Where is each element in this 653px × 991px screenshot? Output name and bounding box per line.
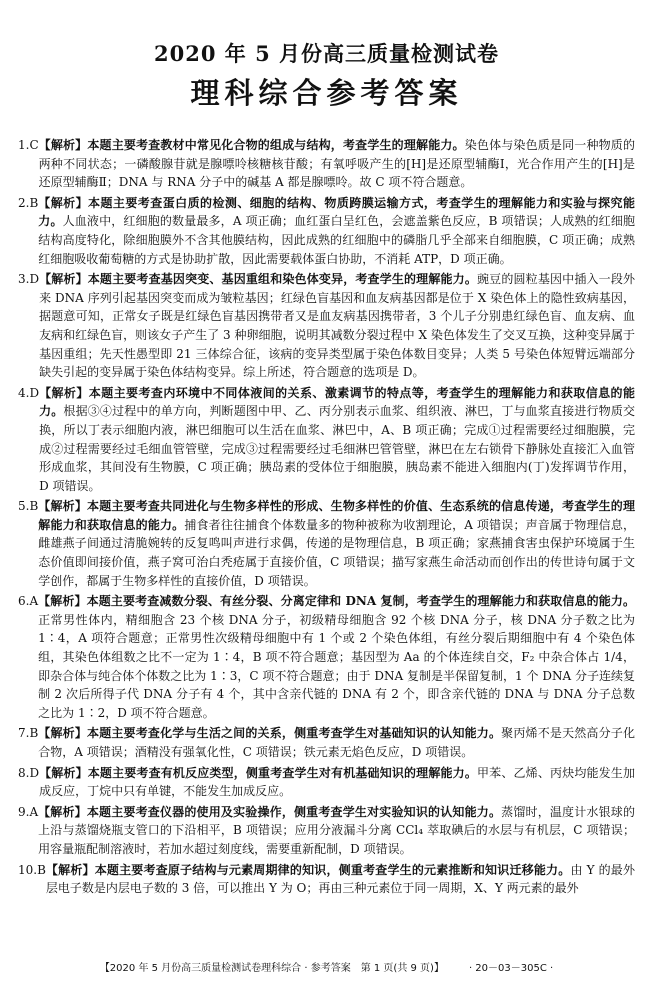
exam-title: 2020 年 5 月份高三质量检测试卷: [154, 41, 499, 66]
answer-key-title: 理科综合参考答案: [190, 76, 463, 110]
answer-explanation: 【解析】本题主要考查减数分裂、有丝分裂、分离定律和 DNA 复制，考查学生的理解能力和获取信息的能力。正常男性体内，精细胞含 23 个核 DNA 分子，初级精母细胞含 92 个核 DNA 分子，核 DNA 分子数之比为 1∶4，A 项符合题意；正常男性次级精母细胞中有 1 个或 2 个染色体组，有丝分裂后期细胞中有 4 个染色体组，其染色体组数之比不一定为 1∶4，B 项不符合题意；基因型为 Aa 的个体连续自交，F₂ 中杂合体占 1/4，即杂合体与纯合体个体数之比为 1∶3，C 项不符合题意；由于 DNA 复制是半保留复制，1 个 DNA 分子连续复制 2 次后所得子代 DNA 分子有 4 个，其中含亲代链的 DNA 有 2 个，即含亲代链的 DNA 与 DNA 分子总数之比为 1∶2，D 项不符合题意。: [38, 594, 635, 720]
answer-item-3: [18, 270, 635, 382]
page-footer: [0, 962, 653, 976]
answer-explanation: 【解析】本题主要考查基因突变、基因重组和染色体变异，考查学生的理解能力。豌豆的圆粒基因中插入一段外来 DNA 序列引起基因突变而成为皱粒基因；红绿色盲基因和血友病基因都是位于 X 染色体上的隐性致病基因，据题意可知，正常女子既是红绿色盲基因携带者又是血友病基因携带者，3 个儿子分别患红绿色盲、血友病、血友病和红绿色盲，则该女子产生了 3 种卵细胞，说明其减数分裂过程中 X 染色体发生了交叉互换，这种变异属于基因重组；先天性愚型即 21 三体综合征，该病的变异类型属于染色体数目变异；人类 5 号染色体短臂远端部分缺失引起的变异属于染色体结构变异。综上所述，符合题意的选项是 D。: [39, 272, 635, 380]
answer-explanation: 【解析】本题主要考查有机反应类型，侧重考查学生对有机基础知识的理解能力。甲苯、乙烯、丙炔均能发生加成反应，丁烷中只有单键，不能发生加成反应。: [39, 765, 635, 799]
answer-number: 5.B: [18, 499, 39, 514]
answer-item-8: [18, 764, 635, 801]
answer-item-9: [18, 803, 635, 859]
footer-code: · 20－03－305C ·: [468, 963, 554, 974]
answer-explanation: 【解析】本题主要考查内环境中不同体液间的关系、激素调节的特点等，考查学生的理解能力和获取信息的能力。根据③④过程中的单方向，判断题图中甲、乙、丙分别表示血浆、组织液、淋巴，丁与血浆直接进行物质交换，所以丁表示细胞内液，淋巴细胞可以生活在血浆、淋巴中，A、B 项正确；完成①过程需要经过细胞膜，完成②过程需要经过毛细血管管壁，完成③过程需要经过毛细淋巴管管壁，淋巴在左右锁骨下静脉处直接汇入血管形成血浆，其间没有生物膜，C 项正确；胰岛素的受体位于细胞膜，胰岛素不能进入细胞内(丁)发挥调节作用，D 项错误。: [39, 385, 635, 493]
answer-number: 7.B: [18, 726, 39, 741]
answer-number: 1.C: [18, 138, 39, 152]
footer-text: 【2020 年 5 月份高三质量检测试卷理科综合 · 参考答案 第 1 页(共 9 页)】: [99, 963, 439, 974]
answer-explanation: 【解析】本题主要考查化学与生活之间的关系，侧重考查学生对基础知识的认知能力。聚丙烯不是天然高分子化合物，A 项错误；酒精没有强氧化性，C 项错误；铁元素无焰色反应，D 项错误。: [38, 726, 635, 759]
answer-item-1: [18, 136, 635, 192]
answer-explanation: 【解析】本题主要考查原子结构与元素周期律的知识，侧重考查学生的元素推断和知识迁移能力。由 Y 的最外层电子数是内层电子数的 3 倍，可以推出 Y 为 O；再由三种元素位于同一周期，X、Y 两元素的最外: [45, 862, 635, 896]
answer-explanation: 【解析】本题主要考查蛋白质的检测、细胞的结构、物质跨膜运输方式，考查学生的理解能力和实验与探究能力。人血液中，红细胞的数量最多，A 项正确；血红蛋白呈红色，会遮盖紫色反应，B 项错误；人成熟的红细胞结构高度特化，除细胞膜外不含其他膜结构，因此成熟的红细胞中的磷脂几乎全部来自细胞膜，C 项正确；成熟红细胞吸收葡萄糖的方式是协助扩散，因此需要载体蛋白协助，不消耗 ATP，D 项正确。: [38, 195, 635, 266]
answer-list: [18, 136, 635, 898]
answer-number: 9.A: [18, 804, 39, 819]
answer-number: 2.B: [18, 195, 39, 210]
answer-item-6: [18, 592, 635, 722]
answer-number: 6.A: [18, 594, 39, 609]
answer-item-10: [18, 861, 635, 898]
answer-explanation: 【解析】本题主要考查共同进化与生物多样性的形成、生物多样性的价值、生态系统的信息传递，考查学生的理解能力和获取信息的能力。捕食者往往捕食个体数量多的物种被称为收割理论，A 项错误；声音属于物理信息，雌雄燕子间通过清脆婉转的反复鸣叫声进行求偶，传递的是物理信息，B 项正确；家燕捕食害虫保护环境属于生态价值即间接价值，燕子窝可治白秃疮属于直接价值，C 项错误；描写家燕生命活动而创作出的传世诗句属于文学创作，都属于生物多样性的直接价值，D 项错误。: [38, 499, 635, 588]
answer-item-5: [18, 497, 635, 590]
answer-explanation: 【解析】本题主要考查教材中常见化合物的组成与结构，考查学生的理解能力。染色体与染色质是同一种物质的两种不同状态；一磷酸腺苷就是腺嘌呤核糖核苷酸；有氧呼吸产生的[H]是还原型辅酶Ⅰ，光合作用产生的[H]是还原型辅酶Ⅱ；DNA 与 RNA 分子中的碱基 A 都是腺嘌呤。故 C 项不符合题意。: [38, 138, 635, 190]
answer-item-4: [18, 384, 635, 496]
answer-item-2: [18, 194, 635, 268]
answer-number: 10.B: [18, 862, 46, 877]
answer-number: 3.D: [18, 272, 40, 287]
answer-explanation: 【解析】本题主要考查仪器的使用及实验操作，侧重考查学生对实验知识的认知能力。蒸馏时，温度计水银球的上沿与蒸馏烧瓶支管口的下沿相平，B 项错误；应用分液漏斗分离 CCl₄ 萃取碘后的水层与有机层，C 项错误；用容量瓶配制溶液时，若加水超过刻度线，需要重新配制，D 项错误。: [38, 804, 635, 856]
answer-item-7: [18, 724, 635, 761]
answer-number: 4.D: [18, 385, 40, 400]
answer-number: 8.D: [18, 765, 40, 780]
